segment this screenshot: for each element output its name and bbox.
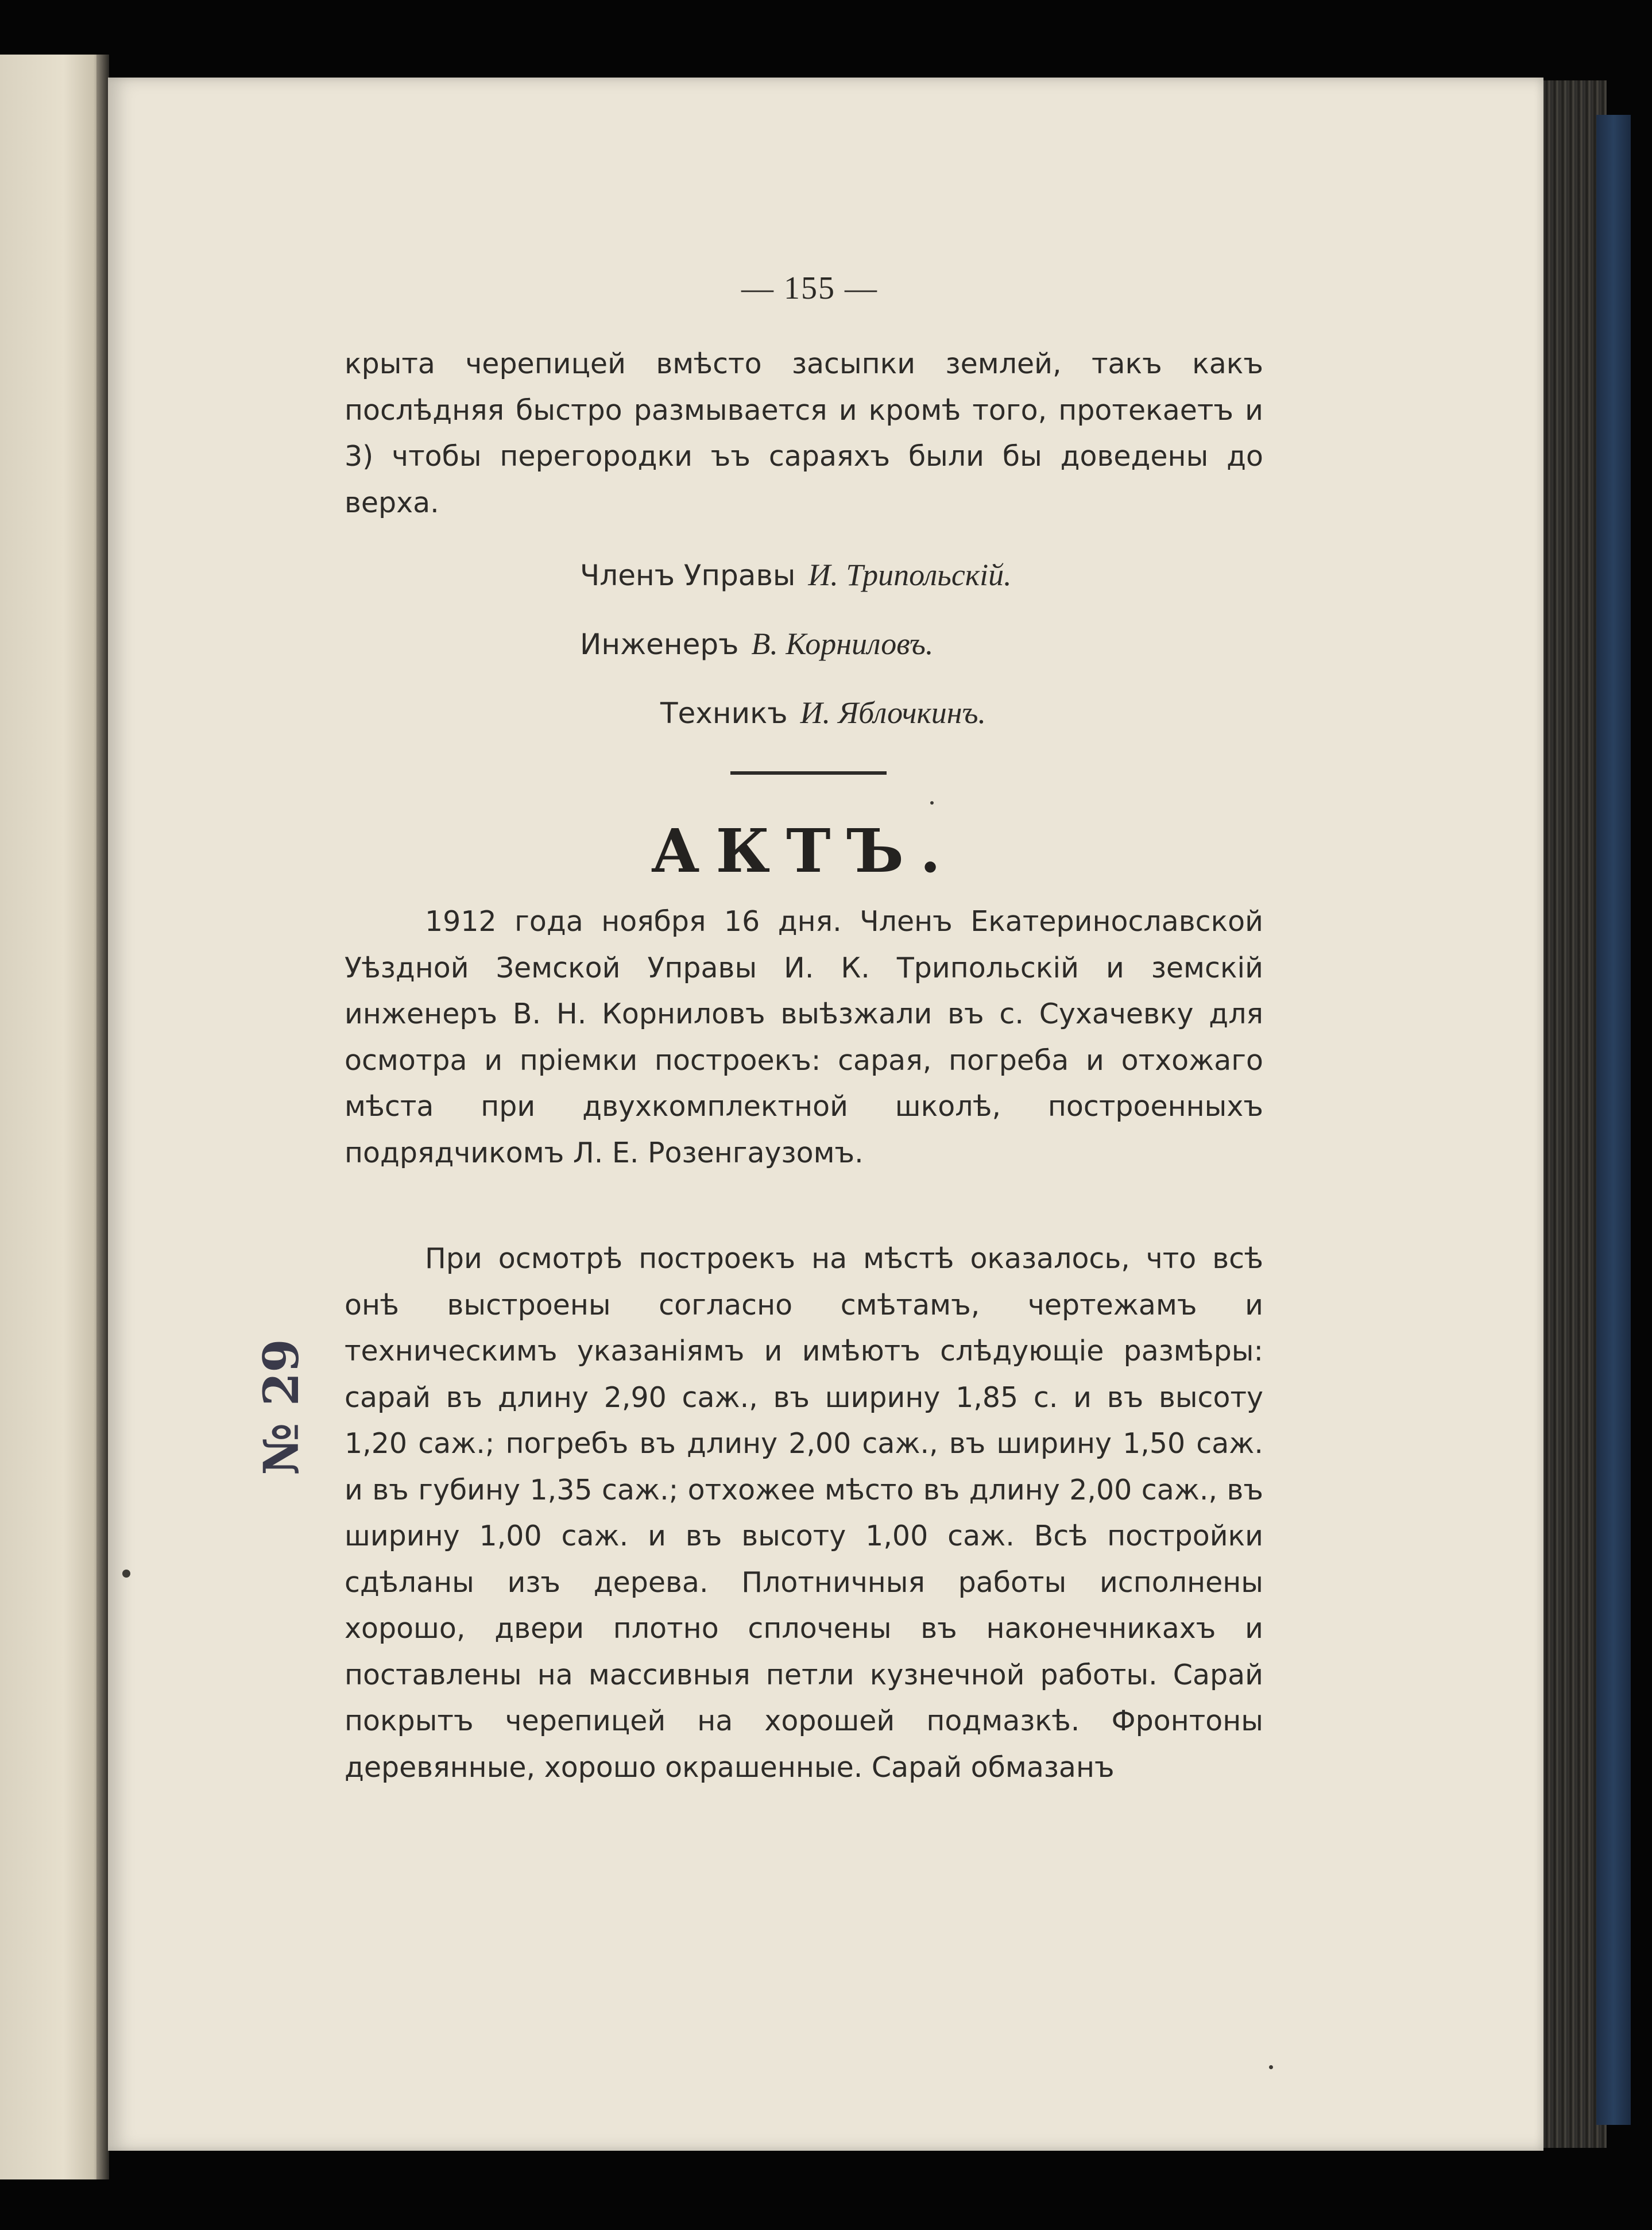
margin-document-number: № 29 (253, 1339, 309, 1475)
paper-speck (1269, 2065, 1273, 2069)
page-number: — 155 — (741, 270, 878, 306)
signature-name: В. Корниловъ. (751, 627, 934, 661)
signature-name: И. Яблочкинъ. (800, 695, 986, 730)
book-spine-shadow (96, 55, 109, 2179)
paper-speck (122, 1570, 130, 1578)
paragraph-continuation (345, 341, 1263, 526)
paragraph-inspection (345, 1236, 1263, 1791)
signature-name: И. Трипольскій. (808, 558, 1012, 592)
signature-technician (660, 695, 986, 731)
section-heading: АКТЪ. (651, 816, 957, 886)
signature-title: Членъ Управы (580, 559, 796, 592)
signature-member (580, 557, 1012, 593)
signature-title: Инженеръ (580, 628, 739, 661)
left-page-edge (0, 55, 106, 2179)
paragraph-text: 1912 года ноября 16 дня. Членъ Екатеринославской Уѣздной Земской Управы И. К. Трипольскій и земскій инженеръ В. Н. Корниловъ выѣзжали въ с. Сухачевку для осмотра и пріемки построекъ: сарая, погреба и отхожаго мѣста при двухкомплектной школѣ, построенныхъ подрядчикомъ Л. Е. Розенгаузомъ. (345, 905, 1263, 1169)
book-cover-edge (1596, 115, 1631, 2125)
signature-engineer (580, 626, 933, 662)
signature-title: Техникъ (660, 697, 788, 730)
paragraph-text: крыта черепицей вмѣсто засыпки землей, такъ какъ послѣдняя быстро размывается и кромѣ того, протекаетъ и 3) чтобы перегородки ъъ сараяхъ были бы доведены до верха. (345, 347, 1263, 519)
paragraph-text: При осмотрѣ построекъ на мѣстѣ оказалось, что всѣ онѣ выстроены согласно смѣтамъ, чертежамъ и техническимъ указаніямъ и имѣютъ слѣдующіе размѣры: сарай въ длину 2,90 саж., въ ширину 1,85 с. и въ высоту 1,20 саж.; погребъ въ длину 2,00 саж., въ ширину 1,50 саж. и въ губину 1,35 саж.; отхожее мѣсто въ длину 2,00 саж., въ ширину 1,00 саж. и въ высоту 1,00 саж. Всѣ постройки сдѣланы изъ дерева. Плотничныя работы исполнены хорошо, двери плотно сплочены въ наконечникахъ и поставлены на массивныя петли кузнечной работы. Сарай покрытъ черепицей на хорошей подмазкѣ. Фронтоны деревянные, хорошо окрашенные. Сарай обмазанъ (345, 1242, 1263, 1784)
paper-speck (930, 801, 934, 805)
section-divider (730, 771, 887, 775)
paragraph-act-intro (345, 899, 1263, 1176)
